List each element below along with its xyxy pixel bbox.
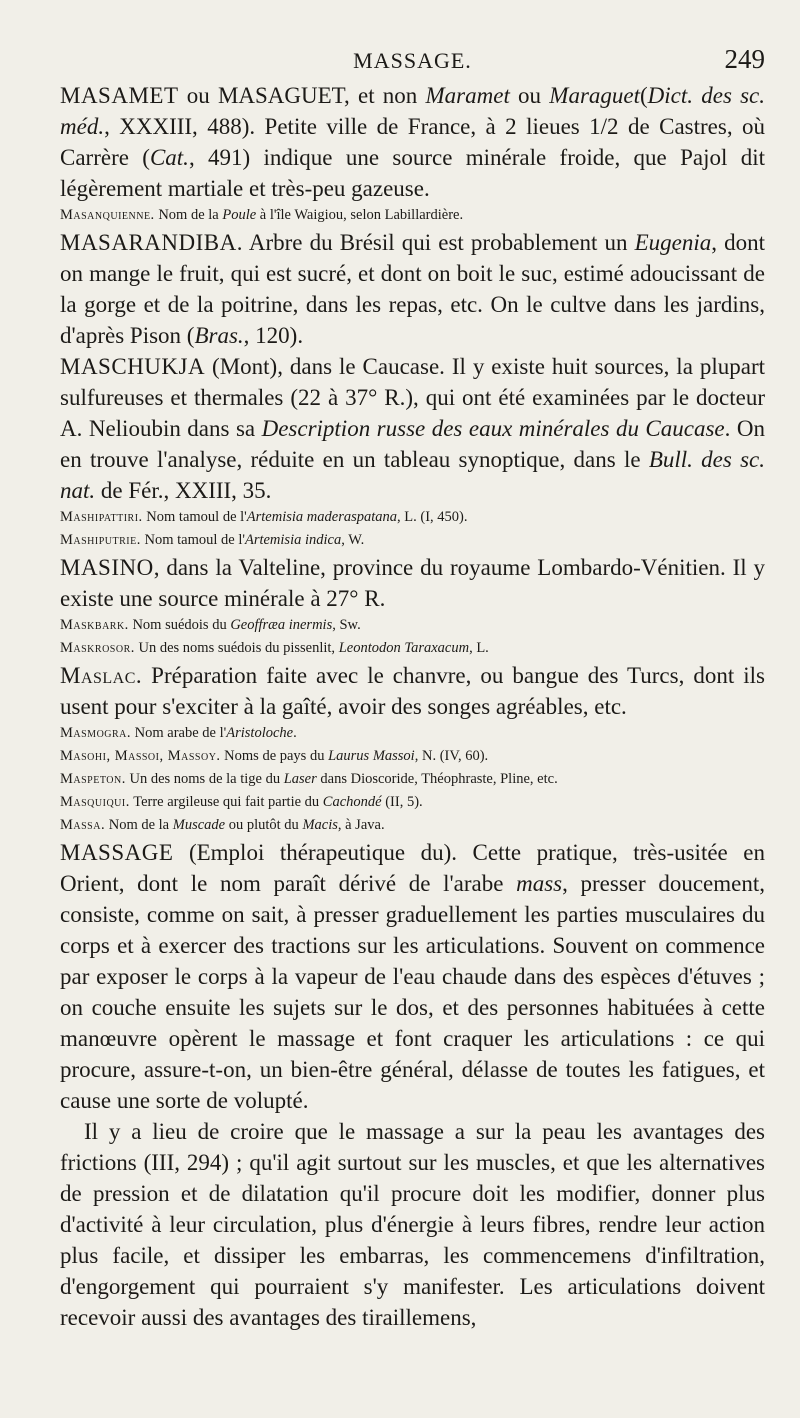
entry-headword: Maslac. — [60, 663, 143, 688]
entry-text: , 491) indique une source minérale froide, que Pajol dit légèrement martiale et très-peu gazeuse. — [60, 145, 765, 201]
entry-italic-text: Bull. des sc. nat. — [60, 447, 765, 503]
body-paragraph: Il y a lieu de croire que le massage a sur la peau les avantages des frictions (III, 294) ; qu'il agit surtout sur les muscles, et que les alternatives de pression et de dilatation qu'il procure doit les modifier, donner plus d'activité à leur circulation, plus d'énergie à leurs fibres, rendre leur action plus facile, et dissiper les embarras, les commencemens d'infiltration, d'engorgement qui pourraient s'y manifester. Les articulations doivent recevoir aussi des avantages des tiraillemens, — [60, 1119, 765, 1330]
entry-italic-text: Maraguet — [549, 83, 640, 108]
entry-text: ou plutôt du — [225, 817, 303, 833]
entry-text: Un des noms suédois du pissenlit, — [134, 640, 339, 656]
entry-text: , Sw. — [332, 617, 361, 633]
entry-text: ou MASAGUET, et non — [178, 83, 426, 108]
entry-text: , L. — [469, 640, 489, 656]
page-number: 249 — [724, 44, 765, 74]
entry-italic-text: Macis — [302, 817, 338, 833]
entry-text: ou — [509, 83, 550, 108]
entry-text: , 120). — [243, 323, 304, 348]
entry-italic-text: Laser — [283, 771, 317, 787]
running-head — [60, 44, 765, 80]
entry-italic-text: Geoffræa inermis — [230, 617, 333, 633]
entry-italic-text: Leontodon Taraxacum — [338, 640, 470, 656]
entry-text: de Fér., XXIII, 35. — [95, 478, 272, 503]
entry-text: Nom de la — [154, 207, 223, 223]
entry-italic-text: Maramet — [425, 83, 510, 108]
dictionary-entry — [60, 722, 765, 745]
entry-text: Noms de pays du — [220, 748, 329, 764]
entry-italic-text: Description russe des eaux minérales du Caucase — [261, 416, 725, 441]
entry-text: , dont on mange le fruit, qui est sucré, et dont on boit le suc, estimé adoucissant de la gorge et de la poitrine, dans les repas, etc. On le cultve dans les jardins, d'après Pison ( — [60, 230, 766, 348]
entry-text: à l'île Waigiou, selon Labillardière. — [256, 207, 464, 223]
dictionary-entry — [60, 637, 765, 660]
entry-text: , L. (I, 450). — [397, 509, 468, 525]
entry-text: Nom de la — [105, 817, 173, 833]
running-title: MASSAGE. — [353, 48, 472, 73]
entry-headword: Maskrosor. — [60, 640, 135, 656]
entry-text: (II, 5). — [381, 794, 423, 810]
entry-text: Nom suédois du — [128, 617, 231, 633]
entry-text: . On en trouve l'analyse, réduite en un tableau synoptique, dans le — [60, 416, 765, 472]
entry-text: , N. (IV, 60). — [414, 748, 489, 764]
entry-headword: Masquiqui. — [60, 794, 130, 810]
entry-italic-text: Dict. des sc. méd. — [60, 83, 766, 139]
dictionary-entry — [60, 80, 765, 204]
entry-italic-text: Aristoloche — [226, 725, 294, 741]
entry-italic-text: Poule — [222, 207, 257, 223]
entry-text: ( — [640, 83, 648, 108]
entry-text: Préparation faite avec le chanvre, ou bangue des Turcs, dont ils usent pour s'exciter à la gaîté, avoir des songes agréables, etc. — [60, 663, 765, 719]
entry-headword: MASSAGE — [60, 840, 174, 865]
entry-italic-text: Bras. — [194, 323, 244, 348]
dictionary-entry — [60, 227, 765, 351]
entry-italic-text: mass — [516, 871, 563, 896]
entry-headword: Mashipattiri. — [60, 509, 143, 525]
entry-italic-text: Cat. — [149, 145, 189, 170]
dictionary-entry — [60, 506, 765, 529]
dictionary-entry — [60, 768, 765, 791]
entry-text: Nom tamoul de l' — [140, 532, 245, 548]
entry-headword: MASCHUKJA — [60, 354, 206, 379]
entry-italic-text: Eugenia — [634, 230, 712, 255]
dictionary-entry — [60, 791, 765, 814]
dictionary-entry — [60, 837, 765, 1116]
entry-text: . — [293, 725, 297, 741]
dictionary-entry — [60, 552, 765, 614]
entry-text: dans Dioscoride, Théophraste, Pline, etc. — [316, 771, 558, 787]
entry-headword: MASARANDIBA. — [60, 230, 243, 255]
entry-headword: Masmogra. — [60, 725, 132, 741]
paragraph-list — [60, 1116, 765, 1333]
dictionary-entry — [60, 660, 765, 722]
entry-italic-text: Artemisia maderaspatana — [246, 509, 398, 525]
entry-text: , à Java. — [337, 817, 385, 833]
entry-headword: Maskbark. — [60, 617, 129, 633]
entry-text: Nom arabe de l' — [131, 725, 227, 741]
entry-italic-text: Cachondé — [322, 794, 382, 810]
entry-headword: Maspeton. — [60, 771, 126, 787]
entry-text: Terre argileuse qui fait partie du — [129, 794, 323, 810]
entry-headword: Masanquienne. — [60, 207, 155, 223]
entry-text: (Mont), dans le Caucase. Il y existe huit sources, la plupart sulfureuses et thermales (22 à 37° R.), qui ont été examinées par le docteur A. Nelioubin dans sa — [60, 354, 765, 441]
entry-headword: MASAMET — [60, 83, 179, 108]
entry-text: Nom tamoul de l' — [142, 509, 247, 525]
dictionary-entry — [60, 614, 765, 637]
dictionary-entry — [60, 529, 765, 552]
entry-text: , XXXIII, 488). Petite ville de France, à 2 lieues 1/2 de Castres, où Carrère ( — [60, 114, 765, 170]
entry-text: Arbre du Brésil qui est probablement un — [243, 230, 635, 255]
entry-text: , W. — [341, 532, 365, 548]
entry-text: Un des noms de la tige du — [125, 771, 284, 787]
entry-headword: Mashiputrie. — [60, 532, 141, 548]
entry-italic-text: Artemisia indica — [244, 532, 342, 548]
dictionary-entry — [60, 745, 765, 768]
entry-headword: MASINO — [60, 555, 154, 580]
dictionary-page — [60, 44, 765, 1384]
entry-text: , presser doucement, consiste, comme on sait, à presser graduellement les parties musculaires du corps et à exercer des tractions sur les articulations. Souvent on commence par exposer le corps à la vapeur de l'eau chaude dans des espèces d'étuves ; on couche ensuite les sujets sur le dos, et des personnes habituées à cette manœuvre opèrent le massage et font craquer les articulations : ce qui procure, assure-t-on, un bien-être général, délasse de toutes les fatigues, et cause une sorte de volupté. — [60, 871, 765, 1113]
entry-list — [60, 80, 765, 1116]
entry-italic-text: Muscade — [172, 817, 226, 833]
dictionary-entry — [60, 351, 765, 506]
dictionary-entry — [60, 814, 765, 837]
entry-headword: Masohi, Massoi, Massoy. — [60, 748, 221, 764]
entry-headword: Massa. — [60, 817, 106, 833]
entry-text: , dans la Valteline, province du royaume Lombardo-Vénitien. Il y existe une source minérale à 27° R. — [60, 555, 765, 611]
dictionary-entry — [60, 204, 765, 227]
entry-italic-text: Laurus Massoi — [328, 748, 415, 764]
entry-text: (Emploi thérapeutique du). Cette pratique, très-usitée en Orient, dont le nom paraît dérivé de l'arabe — [60, 840, 765, 896]
